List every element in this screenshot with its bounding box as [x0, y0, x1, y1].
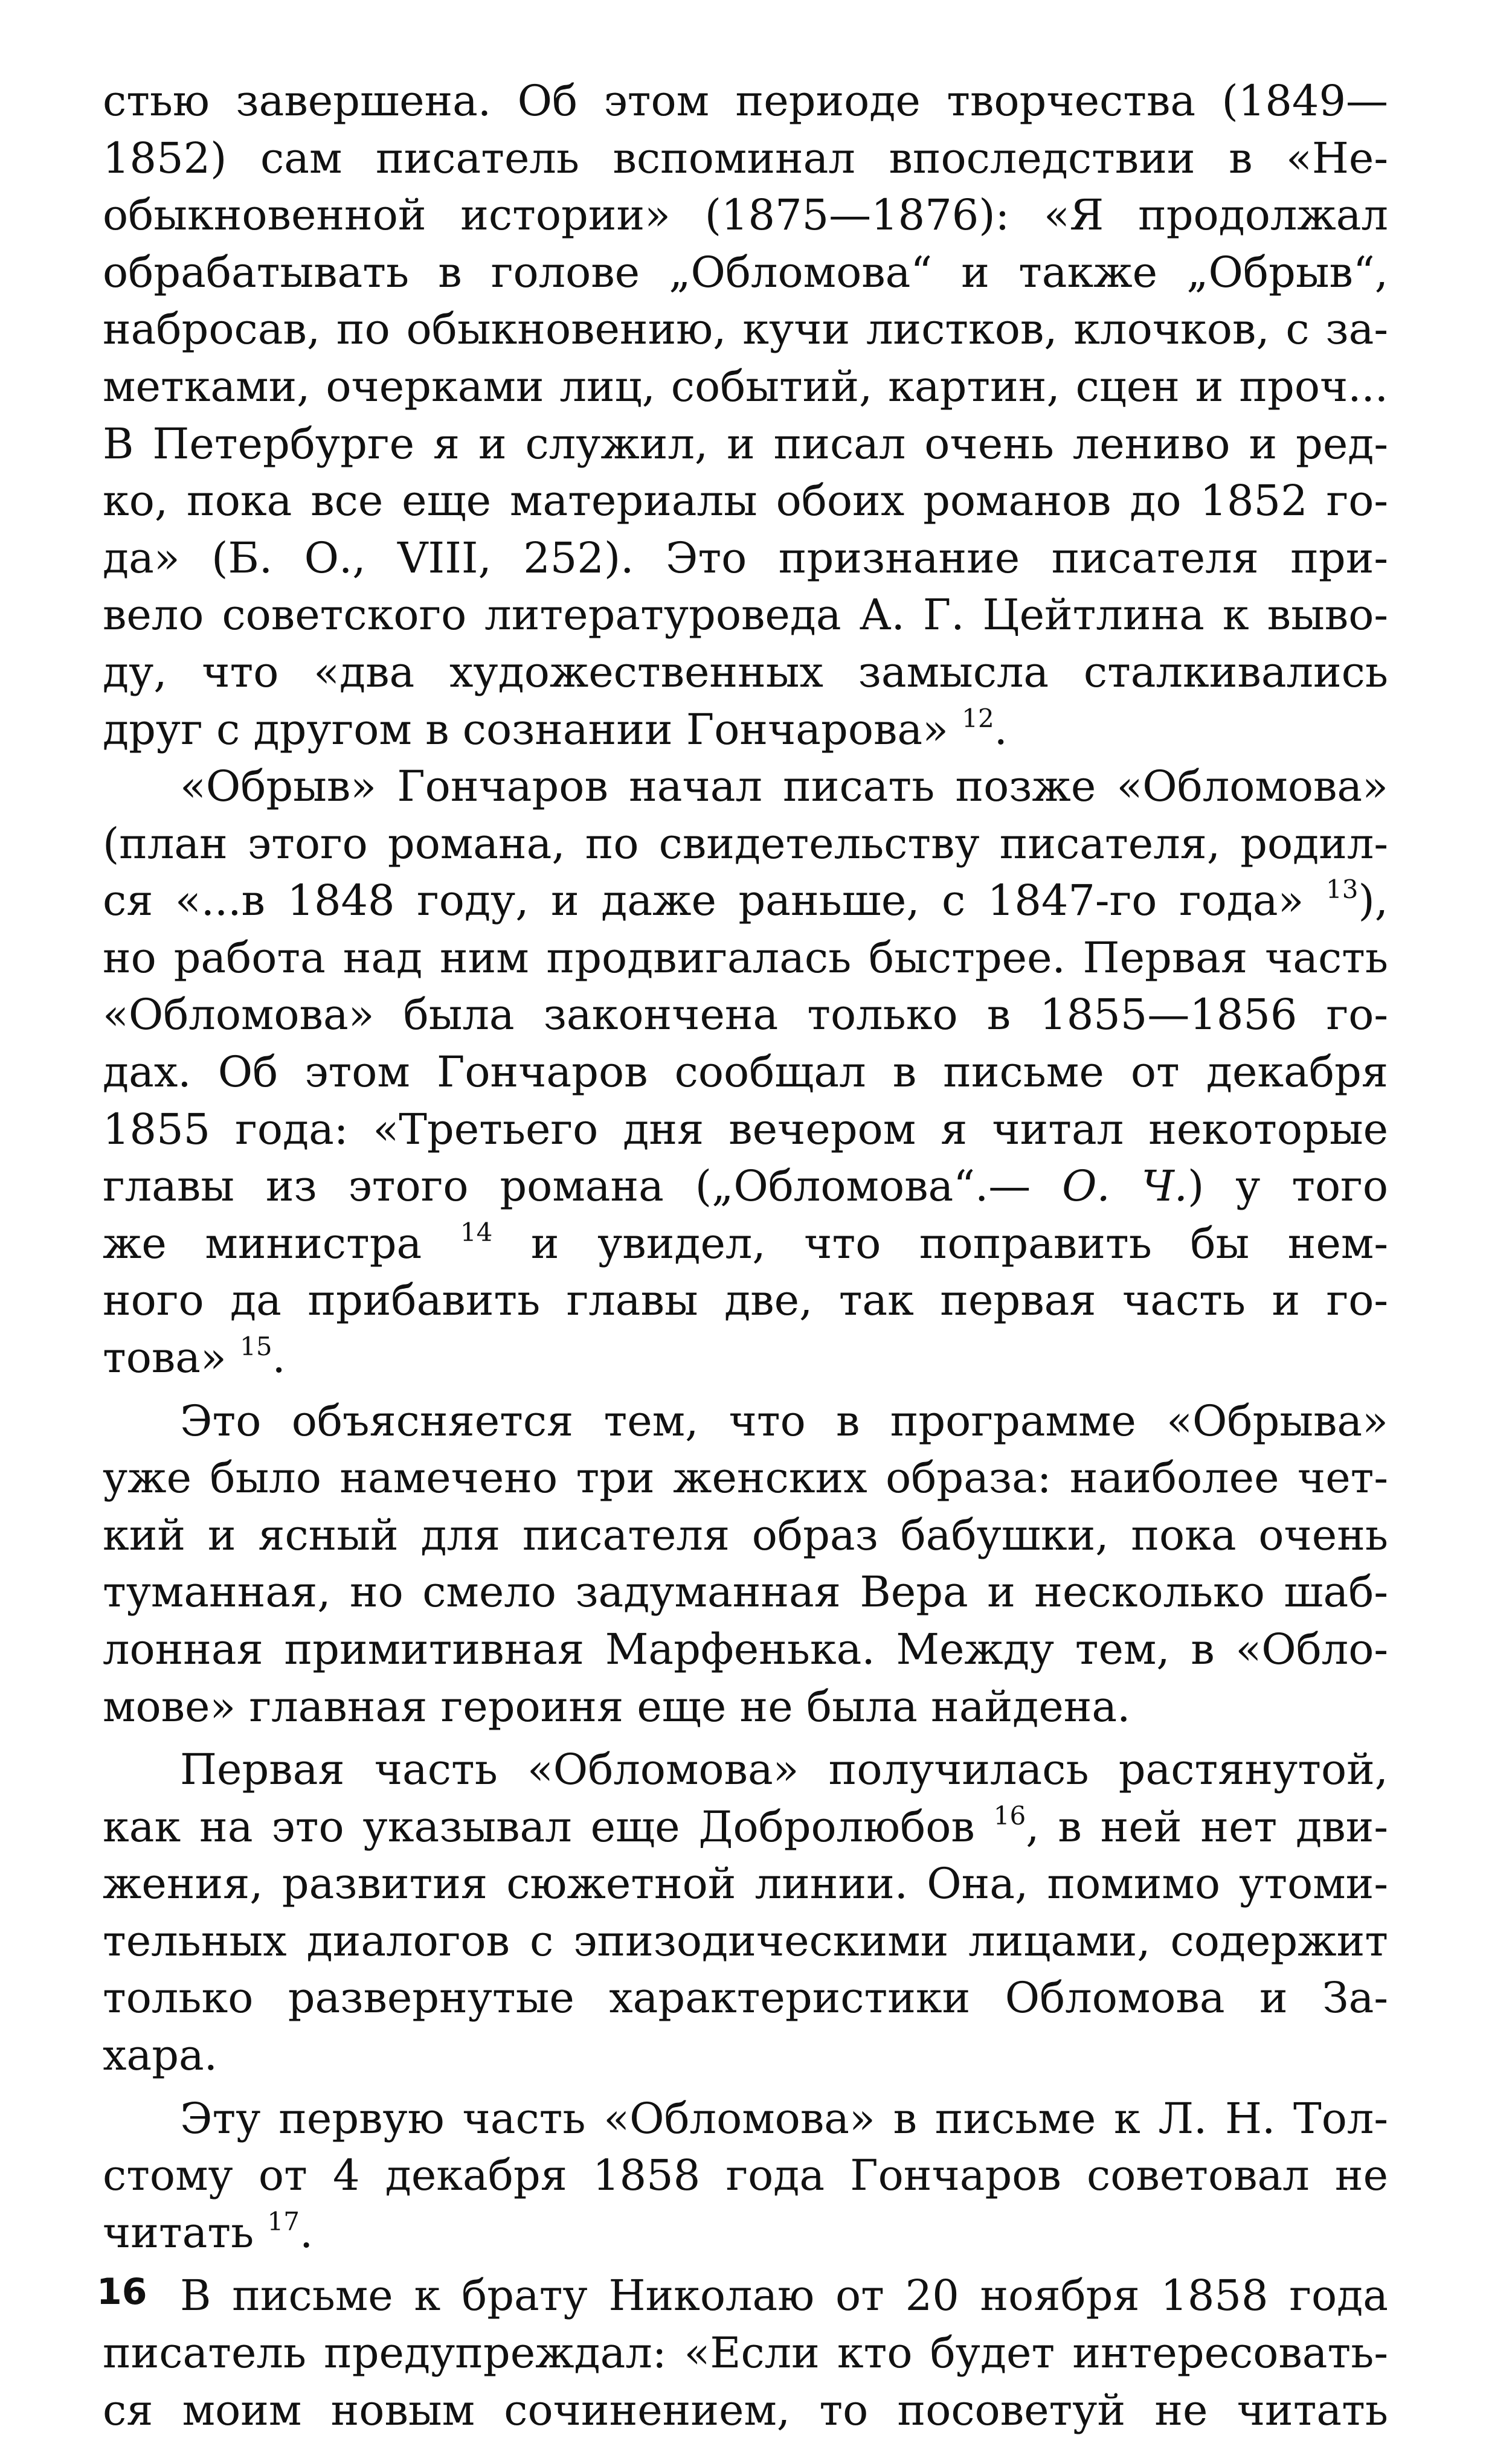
text-line: Первая часть «Обломова» получилась растянутой, — [180, 1745, 1388, 1795]
text-fragment: читать — [103, 2207, 268, 2257]
text-line — [103, 872, 1388, 929]
text-line: ду, что «два художественных замысла сталкивались — [103, 647, 1388, 697]
text-line: «Обрыв» Гончаров начал писать позже «Обломова» — [180, 762, 1388, 811]
text-line — [103, 1798, 1388, 1856]
text-fragment: главы из этого романа („Обломова“.— — [103, 1161, 1063, 1211]
paragraph-3 — [103, 1393, 1388, 1736]
page-number: 16 — [97, 2271, 147, 2313]
text-line: ного да прибавить главы две, так первая часть и го- — [103, 1275, 1388, 1326]
text-line — [103, 2204, 1388, 2262]
footnote-ref: 15 — [240, 1331, 272, 1361]
text-line: Эту первую часть «Обломова» в письме к Л. Н. Тол- — [180, 2093, 1388, 2143]
text-line: вело советского литературоведа А. Г. Цейтлина к выво- — [103, 590, 1388, 640]
text-line: набросав, по обыкновению, кучи листков, клочков, с за- — [103, 304, 1388, 355]
footnote-ref: 13 — [1325, 874, 1359, 905]
text-line — [103, 1329, 1388, 1387]
text-line: лонная примитивная Марфенька. Между тем, в «Обло- — [103, 1624, 1388, 1674]
text-fragment: , в ней нет дви- — [1026, 1801, 1388, 1852]
text-line: стью завершена. Об этом периоде творчества (1849— — [103, 76, 1388, 126]
text-line: туманная, но смело задуманная Вера и несколько шаб- — [103, 1567, 1388, 1617]
text-fragment: как на это указывал еще Добролюбов — [103, 1801, 994, 1852]
paragraph-4 — [103, 1741, 1388, 2084]
body-text — [103, 72, 1388, 2439]
text-fragment: ) у того — [1188, 1161, 1388, 1211]
text-fragment: . — [994, 704, 1008, 754]
text-fragment: и увидел, что поправить бы нем- — [492, 1218, 1388, 1268]
text-line: ся моим новым сочинением, то посоветуй не читать — [103, 2385, 1388, 2435]
text-line: мове» главная героиня еще не была найдена. — [103, 1681, 1131, 1731]
text-line: да» (Б. О., VIII, 252). Это признание писателя при- — [103, 533, 1388, 583]
text-line: жения, развития сюжетной линии. Она, помимо утоми- — [103, 1859, 1388, 1909]
text-line: но работа над ним продвигалась быстрее. Первая часть — [103, 932, 1388, 983]
text-fragment: друг с другом в сознании Гончарова» — [103, 704, 962, 754]
text-line: обрабатывать в голове „Обломова“ и также „Обрыв“, — [103, 247, 1388, 297]
text-line: В Петербурге я и служил, и писал очень лениво и ред- — [103, 419, 1388, 469]
text-line: (план этого романа, по свидетельству писателя, родил- — [103, 818, 1388, 868]
text-line: обыкновенной истории» (1875—1876): «Я продолжал — [103, 190, 1388, 240]
text-line: писатель предупреждал: «Если кто будет интересовать- — [103, 2328, 1388, 2378]
paragraph-1 — [103, 72, 1388, 758]
text-fragment: това» — [103, 1332, 240, 1382]
paragraph-5 — [103, 2090, 1388, 2262]
text-fragment: . — [272, 1332, 286, 1382]
text-fragment: же министра — [103, 1218, 460, 1268]
text-line — [103, 1215, 1388, 1272]
text-line: «Обломова» была закончена только в 1855—1856 го- — [103, 990, 1388, 1040]
text-line: уже было намечено три женских образа: наиболее чет- — [103, 1453, 1388, 1503]
paragraph-6 — [103, 2267, 1388, 2439]
paragraph-2 — [103, 758, 1388, 1387]
text-line: ко, пока все еще материалы обоих романов до 1852 го- — [103, 476, 1388, 526]
text-fragment-italic: О. Ч. — [1062, 1161, 1188, 1211]
text-line — [103, 701, 1388, 759]
footnote-ref: 14 — [460, 1217, 493, 1247]
text-line: хара. — [103, 2030, 218, 2081]
text-line: 1852) сам писатель вспоминал впоследствии в «Не- — [103, 133, 1388, 183]
text-line: метками, очерками лиц, событий, картин, сцен и проч... — [103, 361, 1388, 411]
text-line: 1855 года: «Третьего дня вечером я читал некоторые — [103, 1104, 1388, 1154]
footnote-ref: 17 — [267, 2206, 300, 2236]
text-line: Это объясняется тем, что в программе «Обрыва» — [180, 1396, 1388, 1446]
footnote-ref: 16 — [993, 1800, 1026, 1830]
text-line: тельных диалогов с эпизодическими лицами, содержит — [103, 1916, 1388, 1966]
text-fragment: ся «...в 1848 году, и даже раньше, с 1847-го года» — [103, 876, 1326, 926]
text-fragment: . — [299, 2207, 314, 2257]
text-line: дах. Об этом Гончаров сообщал в письме от декабря — [103, 1047, 1388, 1097]
text-line: В письме к брату Николаю от 20 ноября 1858 года — [180, 2271, 1388, 2321]
text-line: кий и ясный для писателя образ бабушки, пока очень — [103, 1510, 1388, 1560]
text-fragment: ), — [1358, 876, 1388, 926]
text-line: только развернутые характеристики Обломова и За- — [103, 1973, 1388, 2023]
footnote-ref: 12 — [962, 703, 994, 733]
text-line — [103, 1158, 1388, 1215]
text-line: стому от 4 декабря 1858 года Гончаров советовал не — [103, 2151, 1388, 2201]
